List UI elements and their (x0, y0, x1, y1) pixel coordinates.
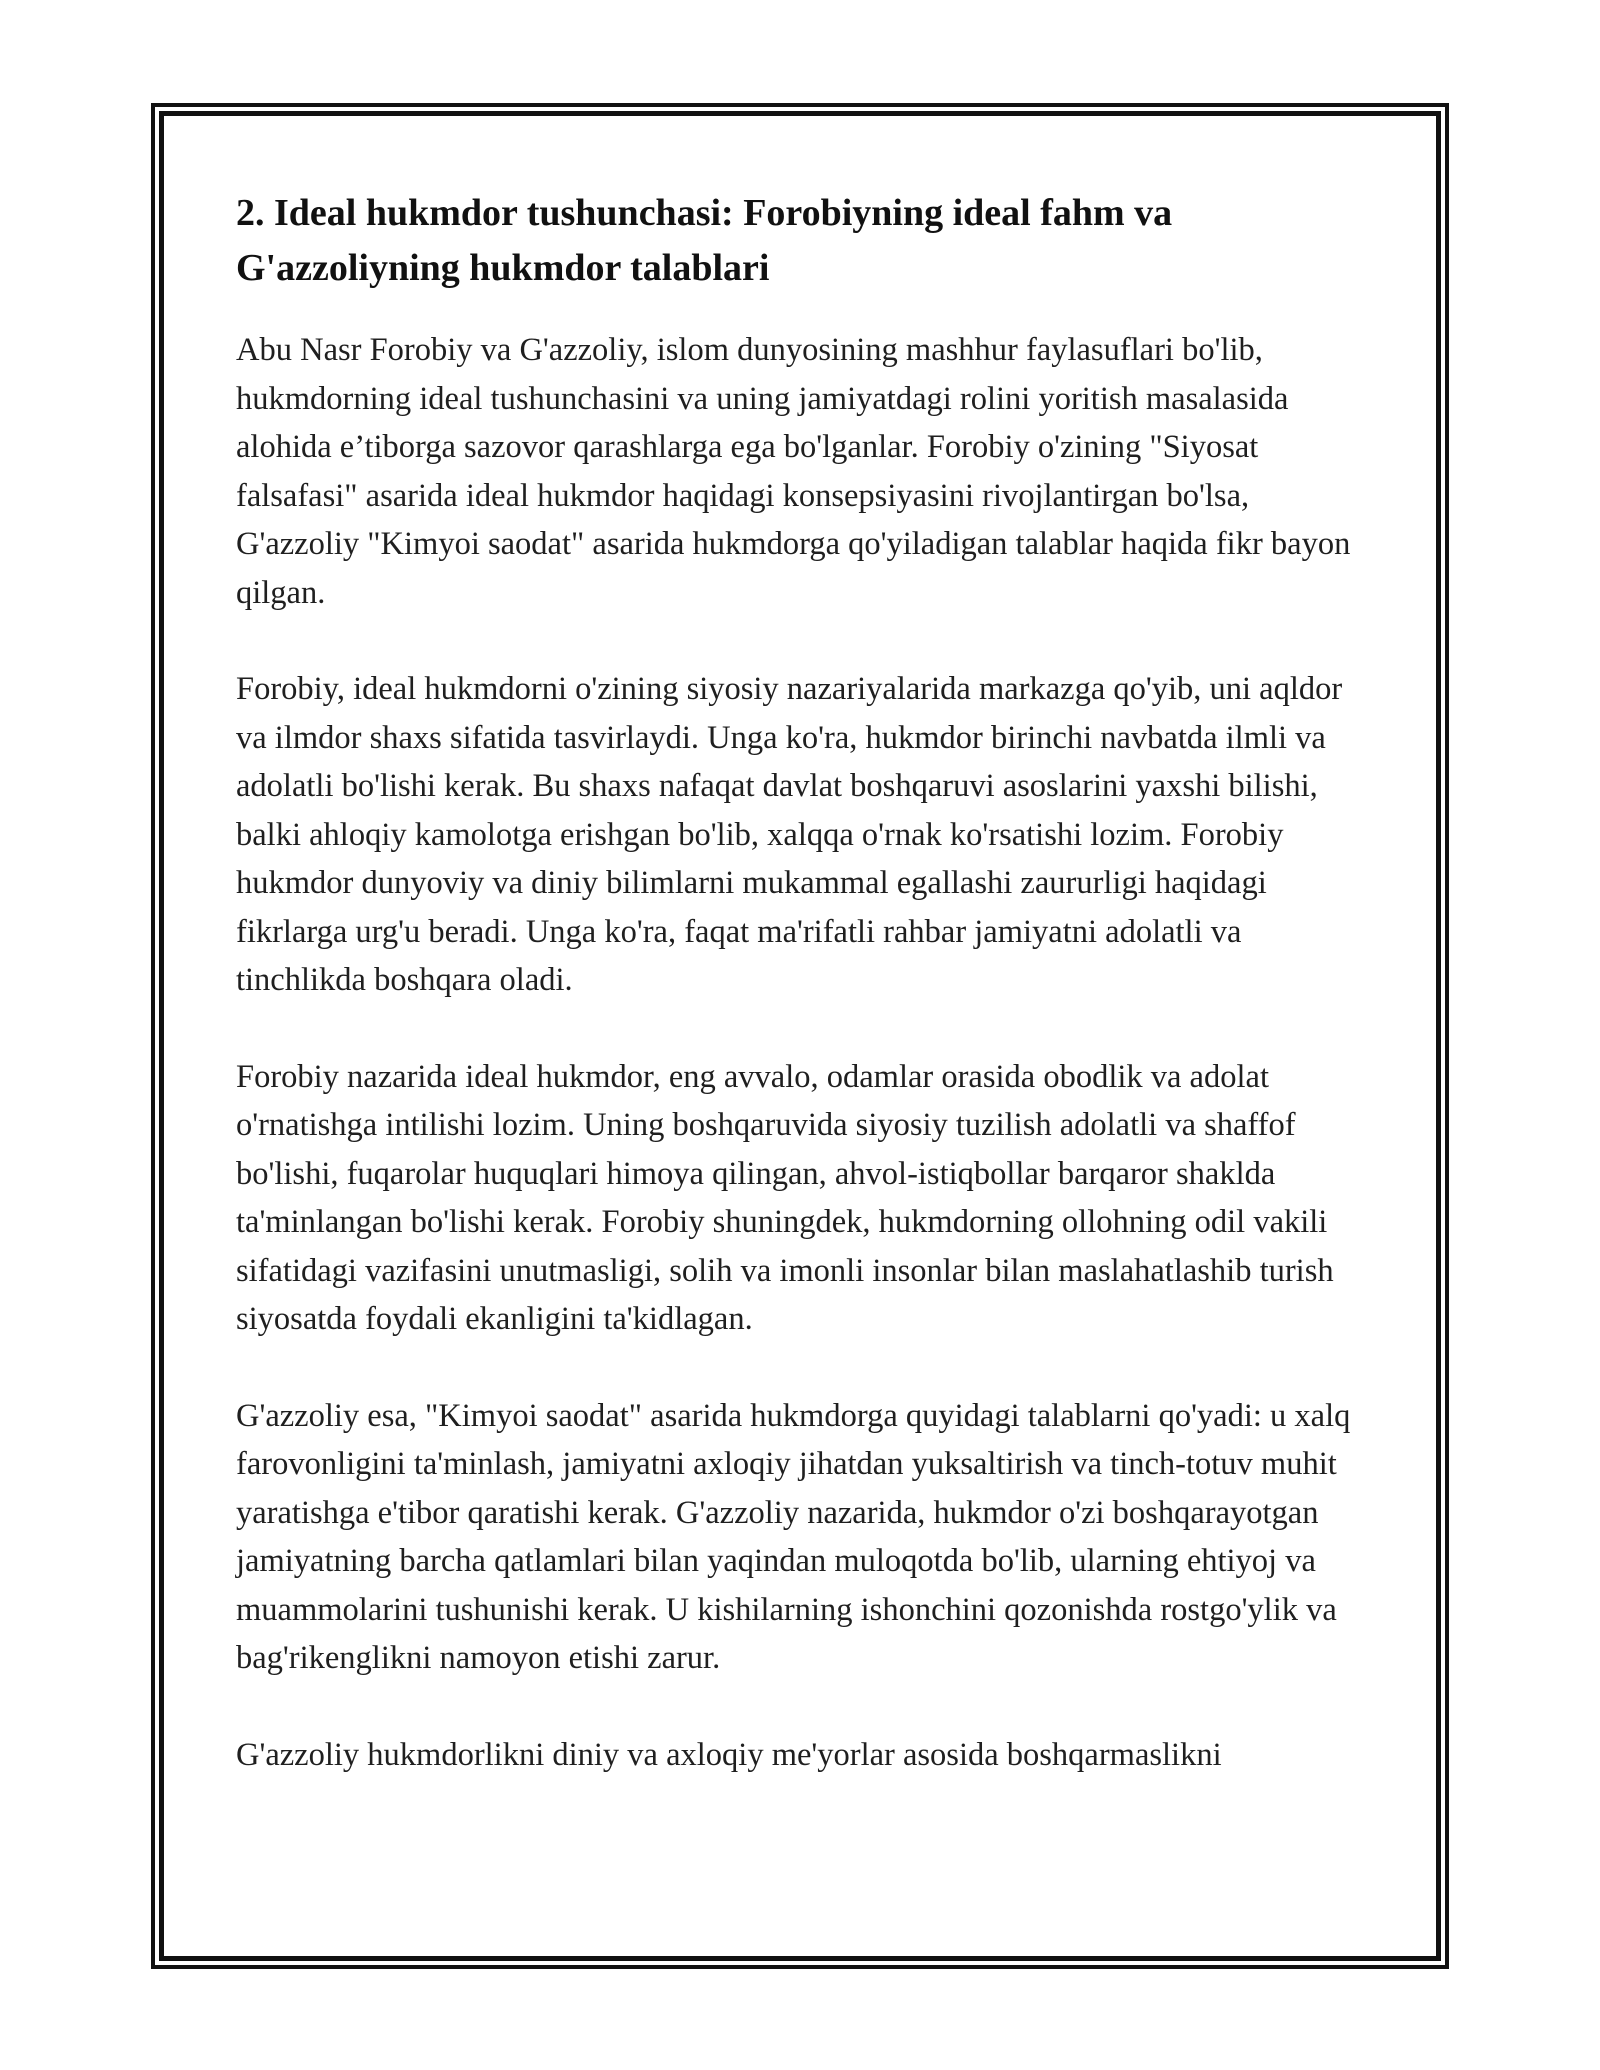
paragraph-gazzoliy-requirements: G'azzoliy esa, "Kimyoi saodat" asarida hukmdorga quyidagi talablarni qo'yadi: u xalq farovonligini ta'minlash, jamiyatni axloqiy jihatdan yuksaltirish va tinch-totuv muhit yaratishga e'tibor qaratishi kerak. G'azzoliy nazarida, hukmdor o'zi boshqarayotgan jamiyatning barcha qatlamlari bilan yaqindan muloqotda bo'lib, ularning ehtiyoj va muammolarini tushunishi kerak. U kishilarning ishonchini qozonishda rostgo'ylik va bag'rikenglikni namoyon etishi zarur. (236, 1397, 1351, 1676)
paragraph-forobiy-justice: Forobiy nazarida ideal hukmdor, eng avvalo, odamlar orasida obodlik va adolat o'rnatishga intilishi lozim. Uning boshqaruvida siyosiy tuzilish adolatli va shaffof bo'lishi, fuqarolar huquqlari himoya qilingan, ahvol-istiqbollar barqaror shaklda ta'minlangan bo'lishi kerak. Forobiy shuningdek, hukmdorning ollohning odil vakili sifatidagi vazifasini unutmasligi, solih va imonli insonlar bilan maslahatlashib turish siyosatda foydali ekanligini ta'kidlagan. (236, 1058, 1334, 1337)
document-body (236, 186, 1376, 1827)
paragraph-forobiy-ideal: Forobiy, ideal hukmdorni o'zining siyosiy nazariyalarida markazga qo'yib, uni aqldor va ilmdor shaxs sifatida tasvirlaydi. Unga ko'ra, hukmdor birinchi navbatda ilmli va adolatli bo'lishi kerak. Bu shaxs nafaqat davlat boshqaruvi asoslarini yaxshi bilishi, balki ahloqiy kamolotga erishgan bo'lib, xalqqa o'rnak ko'rsatishi lozim. Forobiy hukmdor dunyoviy va diniy bilimlarni mukammal egallashi zaururligi haqidagi fikrlarga urg'u beradi. Unga ko'ra, faqat ma'rifatli rahbar jamiyatni adolatli va tinchlikda boshqara oladi. (236, 671, 1343, 998)
section-heading: 2. Ideal hukmdor tushunchasi: Forobiyning ideal fahm va G'azzoliyning hukmdor talablari (236, 192, 1173, 289)
paragraph-gazzoliy-continued: G'azzoliy hukmdorlikni diniy va axloqiy me'yorlar asosida boshqarmaslikni (236, 1736, 1222, 1773)
paragraph-intro: Abu Nasr Forobiy va G'azzoliy, islom dunyosining mashhur faylasuflari bo'lib, hukmdorning ideal tushunchasini va uning jamiyatdagi rolini yoritish masalasida alohida e’tiborga sazovor qarashlarga ega bo'lganlar. Forobiy o'zining "Siyosat falsafasi" asarida ideal hukmdor haqidagi konsepsiyasini rivojlantirgan bo'lsa, G'azzoliy "Kimyoi saodat" asarida hukmdorga qo'yiladigan talablar haqida fikr bayon qilgan. (236, 332, 1351, 611)
